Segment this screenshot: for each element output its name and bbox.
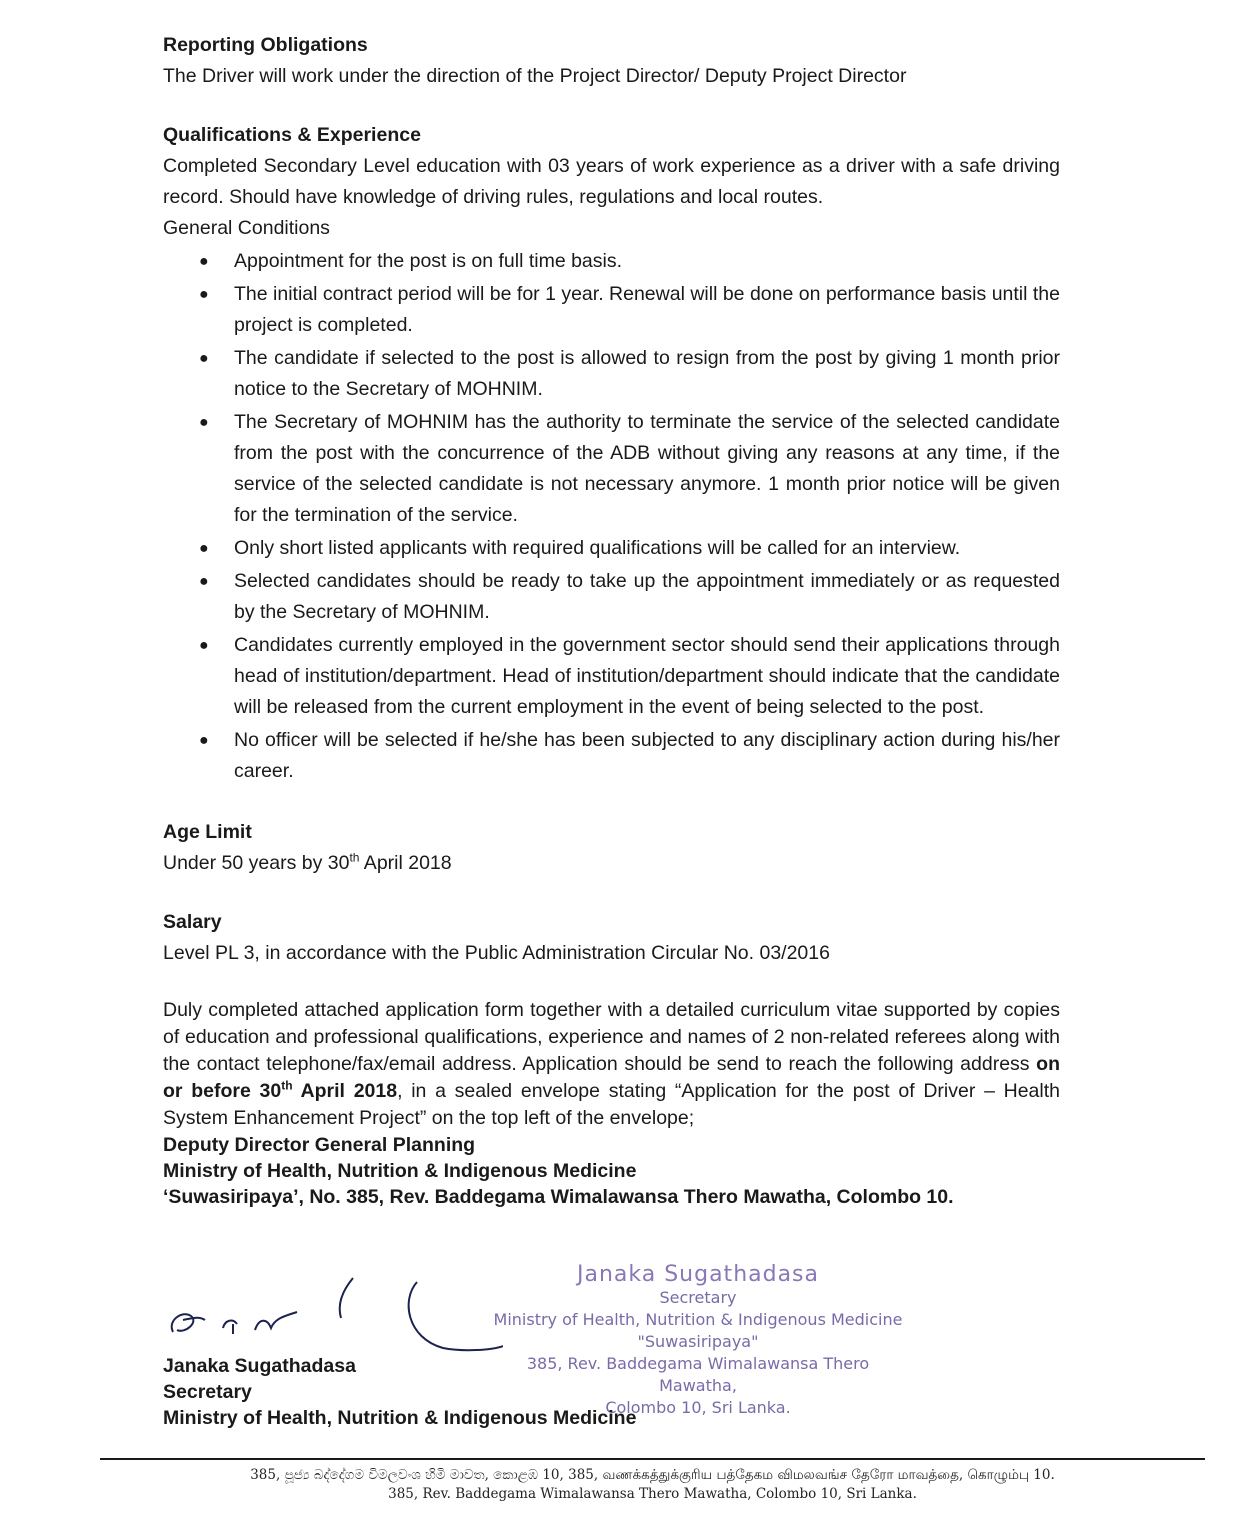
reporting-text: The Driver will work under the direction of the Project Director/ Deputy Project Director — [163, 65, 907, 87]
list-item: ● The Secretary of MOHNIM has the authority to terminate the service of the selected candidate from the post with the concurrence of the ADB without giving any reasons at any time, if the service of the selected candidate is not necessary anymore. 1 month prior notice will be given for the termination of the service. — [163, 407, 1060, 531]
footer-address-local: 385, පූජ්‍ය බද්දේගම විමලවංශ හිමි මාවත, කොළඹ 10, 385, வணக்கத்துக்குரிய பத்தேகம விமலவங்ச தேரோ மாவத்தை, கொழும்பு 10. — [250, 1467, 1055, 1483]
bullet-icon: ● — [199, 350, 209, 367]
handwritten-signature — [163, 1270, 503, 1360]
age-limit-text: Under 50 years by 30th April 2018 — [163, 850, 452, 874]
list-item: ● Candidates currently employed in the government sector should send their applications through head of institution/department. Head of institution/department should indicate that the candidate will be released from the current employment in the event of being selected to the post. — [163, 630, 1060, 723]
signatory-name: Janaka Sugathadasa — [163, 1355, 356, 1377]
stamp-name: Janaka Sugathadasa — [576, 1262, 820, 1287]
stamp-ministry: Ministry of Health, Nutrition & Indigenous Medicine — [493, 1310, 903, 1329]
bullet-icon: ● — [199, 414, 209, 431]
bullet-icon: ● — [199, 573, 209, 590]
general-conditions-list — [163, 246, 1060, 787]
bullet-icon: ● — [199, 732, 209, 749]
footer-divider — [100, 1458, 1205, 1460]
list-item: ● Appointment for the post is on full time basis. — [163, 246, 1060, 277]
stamp-street: 385, Rev. Baddegama Wimalawansa Thero Mawatha, — [526, 1354, 870, 1395]
qualifications-text: Completed Secondary Level education with 03 years of work experience as a driver with a safe driving record. Should have knowledge of driving rules, regulations and local routes. — [163, 155, 1060, 208]
salary-text: Level PL 3, in accordance with the Public Administration Circular No. 03/2016 — [163, 942, 830, 964]
stamp-city: Colombo 10, Sri Lanka. — [605, 1398, 791, 1417]
list-item: ● No officer will be selected if he/she has been subjected to any disciplinary action during his/her career. — [163, 725, 1060, 787]
qualifications-heading: Qualifications & Experience — [163, 124, 421, 146]
list-item: ● The initial contract period will be for 1 year. Renewal will be done on performance basis until the project is completed. — [163, 279, 1060, 341]
application-instructions: Duly completed attached application form together with a detailed curriculum vitae supported by copies of education and professional qualifications, experience and names of 2 non-related referees along with the contact telephone/fax/email address. Application should be send to reach the following address on or before 30th April 2018, in a sealed envelope stating “Application for the post of Driver – Health System Enhancement Project” on the top left of the envelope; — [163, 999, 1060, 1129]
stamp-title: Secretary — [659, 1288, 737, 1307]
salary-heading: Salary — [163, 911, 222, 933]
reporting-heading: Reporting Obligations — [163, 34, 368, 56]
footer-address-english: 385, Rev. Baddegama Wimalawansa Thero Mawatha, Colombo 10, Sri Lanka. — [388, 1486, 917, 1502]
footer — [100, 1466, 1205, 1504]
address-line-2: Ministry of Health, Nutrition & Indigenous Medicine — [163, 1160, 637, 1182]
document-body — [163, 30, 1060, 1210]
bullet-icon: ● — [199, 637, 209, 654]
age-limit-heading: Age Limit — [163, 821, 252, 843]
stamp-building: "Suwasiripaya" — [637, 1332, 759, 1351]
list-item: ● Only short listed applicants with required qualifications will be called for an interview. — [163, 533, 1060, 564]
signatory-block — [163, 1353, 636, 1431]
bullet-icon: ● — [199, 253, 209, 270]
general-conditions-heading: General Conditions — [163, 217, 330, 239]
address-line-3: ‘Suwasiripaya’, No. 385, Rev. Baddegama Wimalawansa Thero Mawatha, Colombo 10. — [163, 1186, 954, 1208]
signatory-title: Secretary — [163, 1381, 252, 1403]
bullet-icon: ● — [199, 540, 209, 557]
list-item: ● Selected candidates should be ready to take up the appointment immediately or as requested by the Secretary of MOHNIM. — [163, 566, 1060, 628]
list-item: ● The candidate if selected to the post is allowed to resign from the post by giving 1 month prior notice to the Secretary of MOHNIM. — [163, 343, 1060, 405]
signatory-ministry: Ministry of Health, Nutrition & Indigenous Medicine — [163, 1407, 637, 1429]
address-line-1: Deputy Director General Planning — [163, 1134, 476, 1156]
bullet-icon: ● — [199, 286, 209, 303]
